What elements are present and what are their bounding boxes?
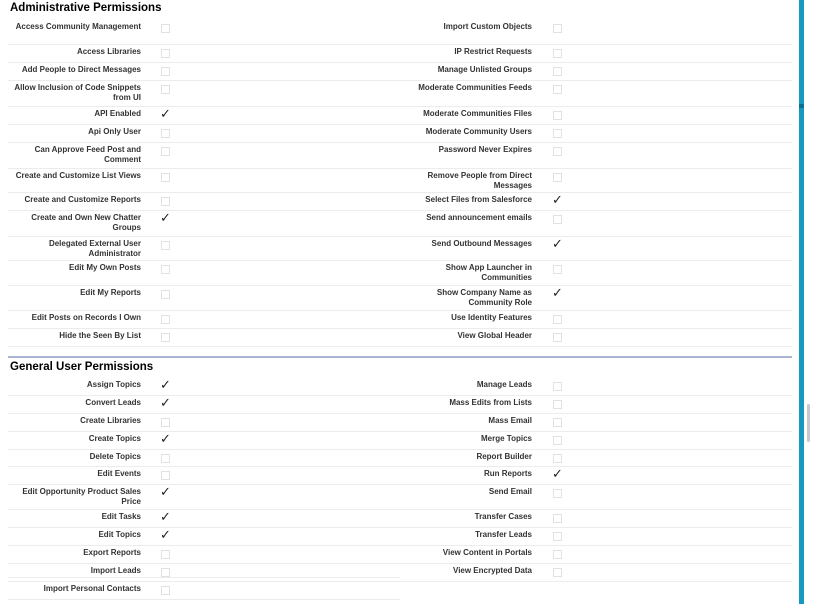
permission-row <box>400 450 792 467</box>
admin-section-title: Administrative Permissions <box>10 2 162 14</box>
permission-label: Send Outbound Messages <box>431 239 532 248</box>
permission-checked-icon[interactable]: ✓ <box>552 286 563 301</box>
permission-row <box>8 485 400 510</box>
permission-label: Create and Customize Reports <box>24 195 141 204</box>
permission-checked-icon[interactable]: ✓ <box>160 510 171 525</box>
permission-checkbox[interactable] <box>161 418 170 427</box>
permission-label: Edit Posts on Records I Own <box>31 313 141 322</box>
permission-label: Create Topics <box>88 434 141 443</box>
accent-side-bar-marker <box>799 104 804 108</box>
permission-label: View Encrypted Data <box>453 566 532 575</box>
permission-checkbox[interactable] <box>161 568 170 577</box>
permission-checkbox[interactable] <box>553 111 562 120</box>
permission-checkbox[interactable] <box>161 67 170 76</box>
permission-checkbox[interactable] <box>553 436 562 445</box>
permission-checked-icon[interactable]: ✓ <box>160 378 171 393</box>
permission-checkbox[interactable] <box>553 550 562 559</box>
permission-checkbox[interactable] <box>553 24 562 33</box>
permission-row <box>8 396 400 414</box>
permission-checkbox[interactable] <box>553 265 562 274</box>
permission-label: Edit Events <box>97 469 141 478</box>
permission-label: Manage Leads <box>476 380 532 389</box>
permission-row <box>8 63 400 81</box>
permission-checkbox[interactable] <box>161 197 170 206</box>
permission-row <box>8 261 400 286</box>
permission-row <box>8 546 400 564</box>
permission-checkbox[interactable] <box>553 147 562 156</box>
permission-label: Mass Email <box>488 416 532 425</box>
permission-label: Can Approve Feed Post and Comment <box>34 145 141 164</box>
permission-label: Transfer Cases <box>474 512 532 521</box>
permission-row <box>400 169 792 193</box>
permission-checkbox[interactable] <box>553 418 562 427</box>
permission-label: Send announcement emails <box>426 213 532 222</box>
permission-checkbox[interactable] <box>553 67 562 76</box>
permission-checkbox[interactable] <box>161 454 170 463</box>
permission-checkbox[interactable] <box>161 471 170 480</box>
permission-row <box>400 546 792 564</box>
permission-label: Api Only User <box>88 127 141 136</box>
permission-row <box>8 510 400 528</box>
permission-label: Mass Edits from Lists <box>449 398 532 407</box>
permission-checked-icon[interactable]: ✓ <box>160 107 171 122</box>
permission-row <box>8 107 400 125</box>
permission-checkbox[interactable] <box>553 532 562 541</box>
permission-label: Show App Launcher in Communities <box>445 263 532 282</box>
permission-label: Send Email <box>488 487 532 496</box>
permission-label: Edit Tasks <box>101 512 141 521</box>
permission-row <box>400 485 792 510</box>
permission-label: Import Custom Objects <box>443 22 532 31</box>
permission-label: Create and Own New Chatter Groups <box>31 213 141 232</box>
permission-row <box>400 211 792 237</box>
permission-checked-icon[interactable]: ✓ <box>160 211 171 226</box>
permission-label: Import Personal Contacts <box>43 584 141 593</box>
permission-checkbox[interactable] <box>553 489 562 498</box>
general-section-rule <box>8 356 792 358</box>
permission-checkbox[interactable] <box>161 586 170 595</box>
permission-checked-icon[interactable]: ✓ <box>160 396 171 411</box>
permission-label: Delegated External User Administrator <box>48 239 141 258</box>
permission-row <box>8 467 400 485</box>
permission-label: Password Never Expires <box>438 145 532 154</box>
general-section-title: General User Permissions <box>10 361 154 373</box>
permission-row <box>400 286 792 311</box>
permission-label: Transfer Leads <box>475 530 532 539</box>
permission-label: Report Builder <box>476 452 532 461</box>
permission-label: Edit My Reports <box>80 288 141 297</box>
permission-row <box>400 510 792 528</box>
permission-row <box>400 396 792 414</box>
permission-checkbox[interactable] <box>161 24 170 33</box>
permission-label: Remove People from Direct Messages <box>427 171 532 190</box>
permission-checkbox[interactable] <box>161 241 170 250</box>
permission-row <box>400 143 792 169</box>
permission-label: Access Libraries <box>76 47 141 56</box>
permission-row <box>400 528 792 546</box>
accent-side-bar <box>799 0 804 604</box>
permission-label: Run Reports <box>484 469 532 478</box>
permission-checked-icon[interactable]: ✓ <box>160 528 171 543</box>
permission-row <box>8 211 400 237</box>
permission-checkbox[interactable] <box>161 129 170 138</box>
permission-checkbox[interactable] <box>553 454 562 463</box>
permission-row <box>400 261 792 286</box>
permission-label: Export Reports <box>83 548 141 557</box>
permission-checkbox[interactable] <box>161 147 170 156</box>
permission-label: Assign Topics <box>86 380 141 389</box>
permission-row <box>8 193 400 211</box>
permission-row <box>8 143 400 169</box>
permission-label: Moderate Communities Feeds <box>418 83 532 92</box>
permission-row <box>8 582 400 600</box>
permission-label: IP Restrict Requests <box>454 47 532 56</box>
permission-label: Moderate Communities Files <box>423 109 532 118</box>
permission-label: View Content in Portals <box>442 548 532 557</box>
permission-row <box>400 63 792 81</box>
permission-row <box>400 378 792 396</box>
permission-row <box>8 378 400 396</box>
permission-label: Create Libraries <box>80 416 141 425</box>
permission-row <box>400 81 792 107</box>
permission-label: Access Community Management <box>15 22 141 31</box>
permission-checkbox[interactable] <box>553 382 562 391</box>
permission-row <box>400 45 792 63</box>
permission-checked-icon[interactable]: ✓ <box>160 432 171 447</box>
permission-checkbox[interactable] <box>553 514 562 523</box>
permission-row <box>400 125 792 143</box>
permission-label: Moderate Community Users <box>425 127 532 136</box>
permission-checked-icon[interactable]: ✓ <box>552 237 563 252</box>
permission-label: View Global Header <box>457 331 532 340</box>
permission-row <box>8 564 400 582</box>
permission-label: Edit Topics <box>98 530 141 539</box>
permission-row <box>8 450 400 467</box>
permission-label: Edit Opportunity Product Sales Price <box>22 487 141 506</box>
permission-row <box>400 432 792 450</box>
permission-row <box>8 311 400 329</box>
permission-label: Allow Inclusion of Code Snippets from UI <box>14 83 141 102</box>
permission-label: Create and Customize List Views <box>15 171 141 180</box>
permission-row <box>400 237 792 261</box>
permission-checkbox[interactable] <box>553 85 562 94</box>
permission-checkbox[interactable] <box>553 129 562 138</box>
permission-checked-icon[interactable]: ✓ <box>160 485 171 500</box>
permission-checkbox[interactable] <box>161 550 170 559</box>
permission-row <box>8 329 400 347</box>
permission-row <box>8 414 400 432</box>
permission-label: Select Files from Salesforce <box>425 195 532 204</box>
permission-row <box>400 193 792 211</box>
permission-checked-icon[interactable]: ✓ <box>552 467 563 482</box>
permission-label: Delete Topics <box>89 452 141 461</box>
permission-checkbox[interactable] <box>553 568 562 577</box>
permission-label: Show Company Name as Community Role <box>436 288 532 307</box>
permission-label: API Enabled <box>94 109 141 118</box>
permission-checkbox[interactable] <box>553 215 562 224</box>
permission-checkbox[interactable] <box>161 85 170 94</box>
permission-label: Hide the Seen By List <box>59 331 141 340</box>
permission-row <box>400 564 792 582</box>
last-row-divider <box>8 577 400 578</box>
permission-label: Convert Leads <box>85 398 141 407</box>
permission-row <box>8 286 400 311</box>
permission-row <box>8 20 400 45</box>
permission-checkbox[interactable] <box>553 333 562 342</box>
permission-label: Use Identity Features <box>451 313 532 322</box>
permission-checkbox[interactable] <box>161 315 170 324</box>
permission-checkbox[interactable] <box>161 290 170 299</box>
permission-row <box>400 414 792 432</box>
permission-label: Import Leads <box>90 566 141 575</box>
permission-row <box>400 311 792 329</box>
permission-row <box>8 169 400 193</box>
permission-label: Manage Unlisted Groups <box>437 65 532 74</box>
permission-checkbox[interactable] <box>553 315 562 324</box>
permission-checkbox[interactable] <box>553 173 562 182</box>
permission-row <box>8 125 400 143</box>
permission-row <box>400 107 792 125</box>
permission-checkbox[interactable] <box>161 173 170 182</box>
permission-checkbox[interactable] <box>553 49 562 58</box>
permission-checkbox[interactable] <box>161 265 170 274</box>
permission-row <box>8 528 400 546</box>
permission-label: Add People to Direct Messages <box>21 65 141 74</box>
permission-row <box>400 20 792 45</box>
permission-checked-icon[interactable]: ✓ <box>552 193 563 208</box>
permission-label: Edit My Own Posts <box>68 263 141 272</box>
permission-row <box>8 432 400 450</box>
permission-checkbox[interactable] <box>553 400 562 409</box>
permission-checkbox[interactable] <box>161 333 170 342</box>
permission-row <box>400 329 792 347</box>
permission-label: Merge Topics <box>481 434 532 443</box>
scrollbar-thumb[interactable] <box>807 404 810 442</box>
permission-row <box>8 81 400 107</box>
permission-row <box>8 45 400 63</box>
permission-row <box>400 467 792 485</box>
permission-checkbox[interactable] <box>161 49 170 58</box>
permission-row <box>8 237 400 261</box>
